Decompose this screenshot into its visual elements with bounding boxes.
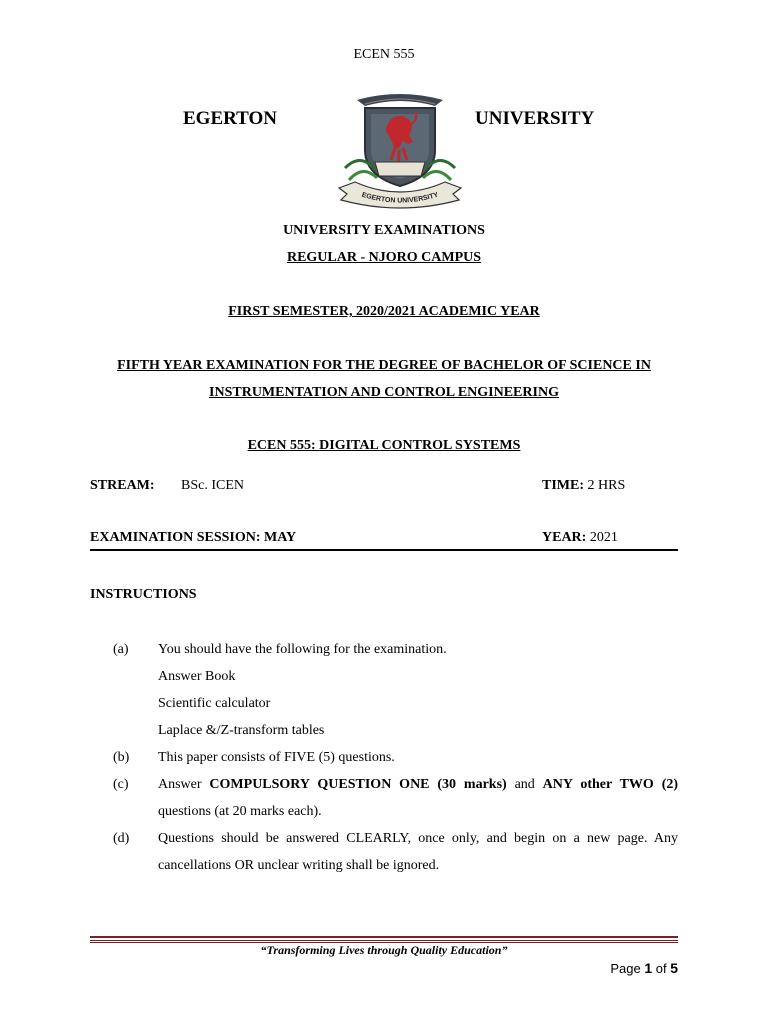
- crest-banner-text: EGERTON UNIVERSITY: [360, 191, 440, 205]
- course-code-header: ECEN 555: [353, 47, 415, 62]
- instruction-d: [90, 825, 678, 852]
- instruction-c: [90, 771, 678, 798]
- year-label: YEAR:: [542, 530, 587, 545]
- footer-rule: [90, 936, 678, 938]
- instruction-c-pre: Answer: [158, 777, 210, 792]
- degree-title-line1: FIFTH YEAR EXAMINATION FOR THE DEGREE OF BACHELOR OF SCIENCE IN: [117, 358, 651, 373]
- tables-item: Laplace &/Z-transform tables: [158, 723, 325, 738]
- page-current: 1: [644, 960, 653, 976]
- instruction-a-item: [90, 663, 678, 690]
- course-title: ECEN 555: DIGITAL CONTROL SYSTEMS: [247, 438, 521, 453]
- instruction-c-line1: [158, 771, 678, 798]
- instruction-a-item: [90, 717, 678, 744]
- page-word: Page: [610, 961, 645, 976]
- degree-title-line2: INSTRUMENTATION AND CONTROL ENGINEERING: [209, 385, 559, 400]
- instruction-a: [90, 636, 678, 663]
- instruction-d-line1: Questions should be answered CLEARLY, once only, and begin on a new page. Any: [158, 831, 678, 846]
- answer-book-item: Answer Book: [158, 669, 236, 684]
- page-total: 5: [670, 960, 678, 976]
- university-name-right: UNIVERSITY: [475, 108, 595, 129]
- time-value: 2 HRS: [584, 478, 626, 493]
- session-label: EXAMINATION SESSION: MAY: [90, 530, 297, 545]
- stream-value: BSc. ICEN: [181, 478, 244, 493]
- stream-label: STREAM:: [90, 478, 155, 493]
- instruction-c-and: and: [506, 777, 543, 792]
- instruction-d-line2: cancellations OR unclear writing shall be ignored.: [158, 858, 440, 873]
- exams-title: UNIVERSITY EXAMINATIONS: [283, 223, 485, 238]
- university-name-left: EGERTON: [183, 108, 278, 129]
- calculator-item: Scientific calculator: [158, 696, 271, 711]
- instruction-b: [90, 744, 678, 771]
- year-field: [542, 530, 618, 546]
- instruction-a-item: [90, 690, 678, 717]
- instruction-a-label: (a): [113, 642, 129, 657]
- instruction-c-continued: [90, 798, 678, 825]
- instruction-b-text: This paper consists of FIVE (5) questions.: [158, 750, 395, 765]
- year-value: 2021: [586, 530, 618, 545]
- university-crest-logo: [335, 90, 465, 212]
- instruction-a-text: You should have the following for the examination.: [158, 642, 447, 657]
- details-divider: [90, 549, 678, 551]
- semester-title: FIRST SEMESTER, 2020/2021 ACADEMIC YEAR: [228, 304, 540, 319]
- instruction-b-label: (b): [113, 750, 130, 765]
- instruction-d-label: (d): [113, 831, 130, 846]
- footer-rule: [90, 940, 678, 941]
- time-field: [542, 478, 625, 494]
- page-number: [610, 960, 678, 976]
- instruction-c-line2: questions (at 20 marks each).: [158, 804, 322, 819]
- instruction-d-continued: [90, 852, 678, 879]
- footer-motto: “Transforming Lives through Quality Education”: [260, 943, 508, 957]
- time-label: TIME:: [542, 478, 584, 493]
- instructions-heading: INSTRUCTIONS: [90, 587, 197, 602]
- instruction-c-label: (c): [113, 777, 129, 792]
- page-of: of: [652, 961, 671, 976]
- campus-title: REGULAR - NJORO CAMPUS: [286, 250, 482, 265]
- instruction-c-compulsory: COMPULSORY QUESTION ONE (30 marks): [209, 777, 507, 792]
- instruction-c-any-two: ANY other TWO (2): [542, 777, 679, 792]
